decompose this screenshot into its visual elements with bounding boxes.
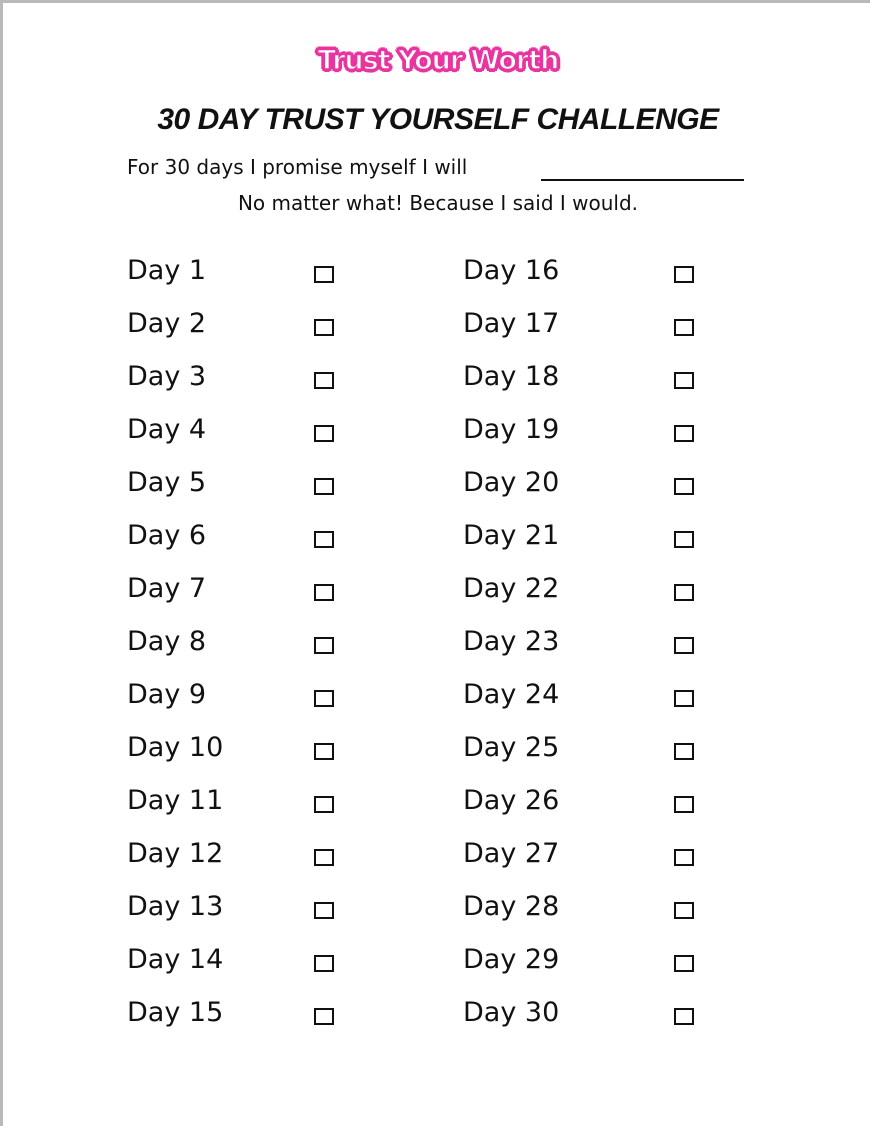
day-label: Day 5 bbox=[127, 467, 207, 498]
day-checkbox[interactable] bbox=[674, 690, 694, 707]
day-row bbox=[463, 571, 703, 624]
day-checkbox[interactable] bbox=[674, 849, 694, 866]
day-checkbox[interactable] bbox=[314, 584, 334, 601]
promise-text: For 30 days I promise myself I will bbox=[127, 155, 468, 179]
day-row bbox=[127, 995, 367, 1048]
day-checkbox[interactable] bbox=[674, 955, 694, 972]
day-checkbox[interactable] bbox=[674, 743, 694, 760]
day-row bbox=[463, 253, 703, 306]
day-label: Day 22 bbox=[463, 573, 560, 604]
day-row bbox=[463, 995, 703, 1048]
day-checkbox[interactable] bbox=[674, 372, 694, 389]
day-row bbox=[127, 412, 367, 465]
day-label: Day 21 bbox=[463, 520, 560, 551]
day-row bbox=[127, 836, 367, 889]
day-checkbox[interactable] bbox=[314, 478, 334, 495]
day-checkbox[interactable] bbox=[314, 796, 334, 813]
day-row bbox=[127, 677, 367, 730]
day-label: Day 26 bbox=[463, 785, 560, 816]
day-row bbox=[127, 783, 367, 836]
day-row bbox=[127, 942, 367, 995]
day-checkbox[interactable] bbox=[674, 319, 694, 336]
day-row bbox=[127, 518, 367, 571]
day-row bbox=[463, 783, 703, 836]
day-label: Day 23 bbox=[463, 626, 560, 657]
day-checkbox[interactable] bbox=[314, 372, 334, 389]
day-label: Day 2 bbox=[127, 308, 207, 339]
day-checkbox[interactable] bbox=[314, 425, 334, 442]
day-row bbox=[127, 359, 367, 412]
day-label: Day 10 bbox=[127, 732, 224, 763]
day-label: Day 18 bbox=[463, 361, 560, 392]
day-label: Day 9 bbox=[127, 679, 207, 710]
day-row bbox=[463, 518, 703, 571]
day-row bbox=[463, 889, 703, 942]
brand-logo-text: Trust Your Worth bbox=[317, 45, 559, 76]
day-checkbox[interactable] bbox=[314, 637, 334, 654]
day-list-left bbox=[127, 253, 367, 1048]
day-checkbox[interactable] bbox=[674, 1008, 694, 1025]
day-checkbox[interactable] bbox=[674, 902, 694, 919]
day-row bbox=[127, 571, 367, 624]
day-label: Day 28 bbox=[463, 891, 560, 922]
day-label: Day 29 bbox=[463, 944, 560, 975]
day-checkbox[interactable] bbox=[674, 531, 694, 548]
day-row bbox=[463, 412, 703, 465]
day-label: Day 3 bbox=[127, 361, 207, 392]
day-checkbox[interactable] bbox=[674, 478, 694, 495]
day-label: Day 6 bbox=[127, 520, 207, 551]
day-label: Day 8 bbox=[127, 626, 207, 657]
day-label: Day 19 bbox=[463, 414, 560, 445]
day-checkbox[interactable] bbox=[674, 425, 694, 442]
day-checkbox[interactable] bbox=[314, 743, 334, 760]
day-checkbox[interactable] bbox=[674, 796, 694, 813]
day-label: Day 11 bbox=[127, 785, 224, 816]
day-list-right bbox=[463, 253, 703, 1048]
day-row bbox=[127, 889, 367, 942]
day-row bbox=[127, 624, 367, 677]
day-label: Day 14 bbox=[127, 944, 224, 975]
day-row bbox=[463, 730, 703, 783]
day-checkbox[interactable] bbox=[314, 266, 334, 283]
page-title: 30 DAY TRUST YOURSELF CHALLENGE bbox=[157, 103, 719, 136]
day-label: Day 24 bbox=[463, 679, 560, 710]
day-row bbox=[463, 677, 703, 730]
day-checkbox[interactable] bbox=[314, 690, 334, 707]
day-label: Day 27 bbox=[463, 838, 560, 869]
day-label: Day 30 bbox=[463, 997, 560, 1028]
day-row bbox=[127, 730, 367, 783]
day-checkbox[interactable] bbox=[674, 266, 694, 283]
day-row bbox=[463, 359, 703, 412]
day-checkbox[interactable] bbox=[314, 849, 334, 866]
day-checkbox[interactable] bbox=[314, 1008, 334, 1025]
day-row bbox=[463, 942, 703, 995]
day-checkbox[interactable] bbox=[674, 637, 694, 654]
day-label: Day 25 bbox=[463, 732, 560, 763]
promise-subline: No matter what! Because I said I would. bbox=[237, 191, 639, 215]
day-row bbox=[463, 306, 703, 359]
promise-blank-line bbox=[541, 179, 744, 181]
day-label: Day 12 bbox=[127, 838, 224, 869]
day-checkbox[interactable] bbox=[314, 319, 334, 336]
day-label: Day 17 bbox=[463, 308, 560, 339]
day-row bbox=[463, 465, 703, 518]
day-row bbox=[463, 836, 703, 889]
day-row bbox=[463, 624, 703, 677]
day-label: Day 15 bbox=[127, 997, 224, 1028]
day-label: Day 7 bbox=[127, 573, 207, 604]
day-checkbox[interactable] bbox=[674, 584, 694, 601]
day-row bbox=[127, 465, 367, 518]
day-checkbox[interactable] bbox=[314, 955, 334, 972]
day-row bbox=[127, 253, 367, 306]
day-checkbox[interactable] bbox=[314, 902, 334, 919]
day-label: Day 16 bbox=[463, 255, 560, 286]
day-label: Day 20 bbox=[463, 467, 560, 498]
day-label: Day 13 bbox=[127, 891, 224, 922]
day-checkbox[interactable] bbox=[314, 531, 334, 548]
day-label: Day 1 bbox=[127, 255, 207, 286]
day-label: Day 4 bbox=[127, 414, 207, 445]
day-row bbox=[127, 306, 367, 359]
